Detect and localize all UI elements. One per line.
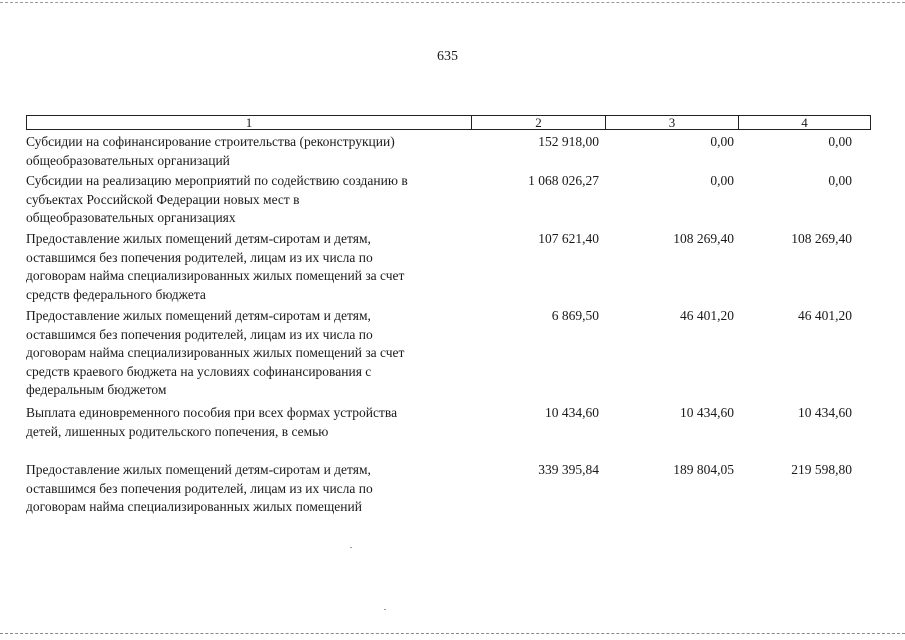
row-value-col2: 339 395,84	[538, 462, 599, 477]
scan-speck	[350, 547, 352, 548]
row-value-col2: 152 918,00	[538, 134, 599, 149]
row-description: Предоставление жилых помещений детям-сиротам и детям, оставшимся без попечения родителей, лицам из их числа по договорам найма специализированных жилых помещений	[26, 462, 373, 514]
row-value-col4: 0,00	[828, 134, 852, 149]
row-value-col3: 0,00	[710, 173, 734, 188]
row-value-col4: 10 434,60	[798, 405, 852, 420]
row-value-col4: 108 269,40	[791, 231, 852, 246]
header-cell-1: 1	[27, 116, 472, 129]
scan-edge-bottom	[0, 633, 905, 634]
row-value-col2: 6 869,50	[551, 308, 599, 323]
header-cell-2: 2	[472, 116, 606, 129]
row-value-col2: 10 434,60	[545, 405, 599, 420]
row-value-col2: 1 068 026,27	[528, 173, 599, 188]
row-description: Выплата единовременного пособия при всех формах устройства детей, лишенных родительского попечения, в семью	[26, 405, 398, 439]
row-value-col3: 0,00	[710, 134, 734, 149]
row-value-col2: 107 621,40	[538, 231, 599, 246]
row-value-col3: 189 804,05	[673, 462, 734, 477]
row-value-col3: 108 269,40	[673, 231, 734, 246]
row-description: Предоставление жилых помещений детям-сиротам и детям, оставшимся без попечения родителей, лицам из их числа по договорам найма специализированных жилых помещений за счет средств федерального бюджета	[26, 231, 405, 302]
header-cell-4: 4	[801, 115, 808, 130]
row-value-col4: 219 598,80	[791, 462, 852, 477]
row-description: Предоставление жилых помещений детям-сиротам и детям, оставшимся без попечения родителей, лицам из их числа по договорам найма специализированных жилых помещений за счет средств краевого бюджета на условиях софинансирования с федеральным бюджетом	[26, 308, 405, 397]
row-value-col3: 46 401,20	[680, 308, 734, 323]
header-cell-3: 3	[606, 116, 739, 129]
page-number: 635	[437, 49, 458, 64]
row-description: Субсидии на софинансирование строительства (реконструкции) общеобразовательных организаций	[26, 134, 395, 168]
scan-edge-top	[0, 2, 905, 3]
row-value-col4: 0,00	[828, 173, 852, 188]
row-description: Субсидии на реализацию мероприятий по содействию созданию в субъектах Российской Федерации новых мест в общеобразовательных организациях	[26, 173, 408, 225]
row-value-col3: 10 434,60	[680, 405, 734, 420]
scan-speck	[384, 609, 386, 610]
table-header	[26, 115, 871, 130]
row-value-col4: 46 401,20	[798, 308, 852, 323]
